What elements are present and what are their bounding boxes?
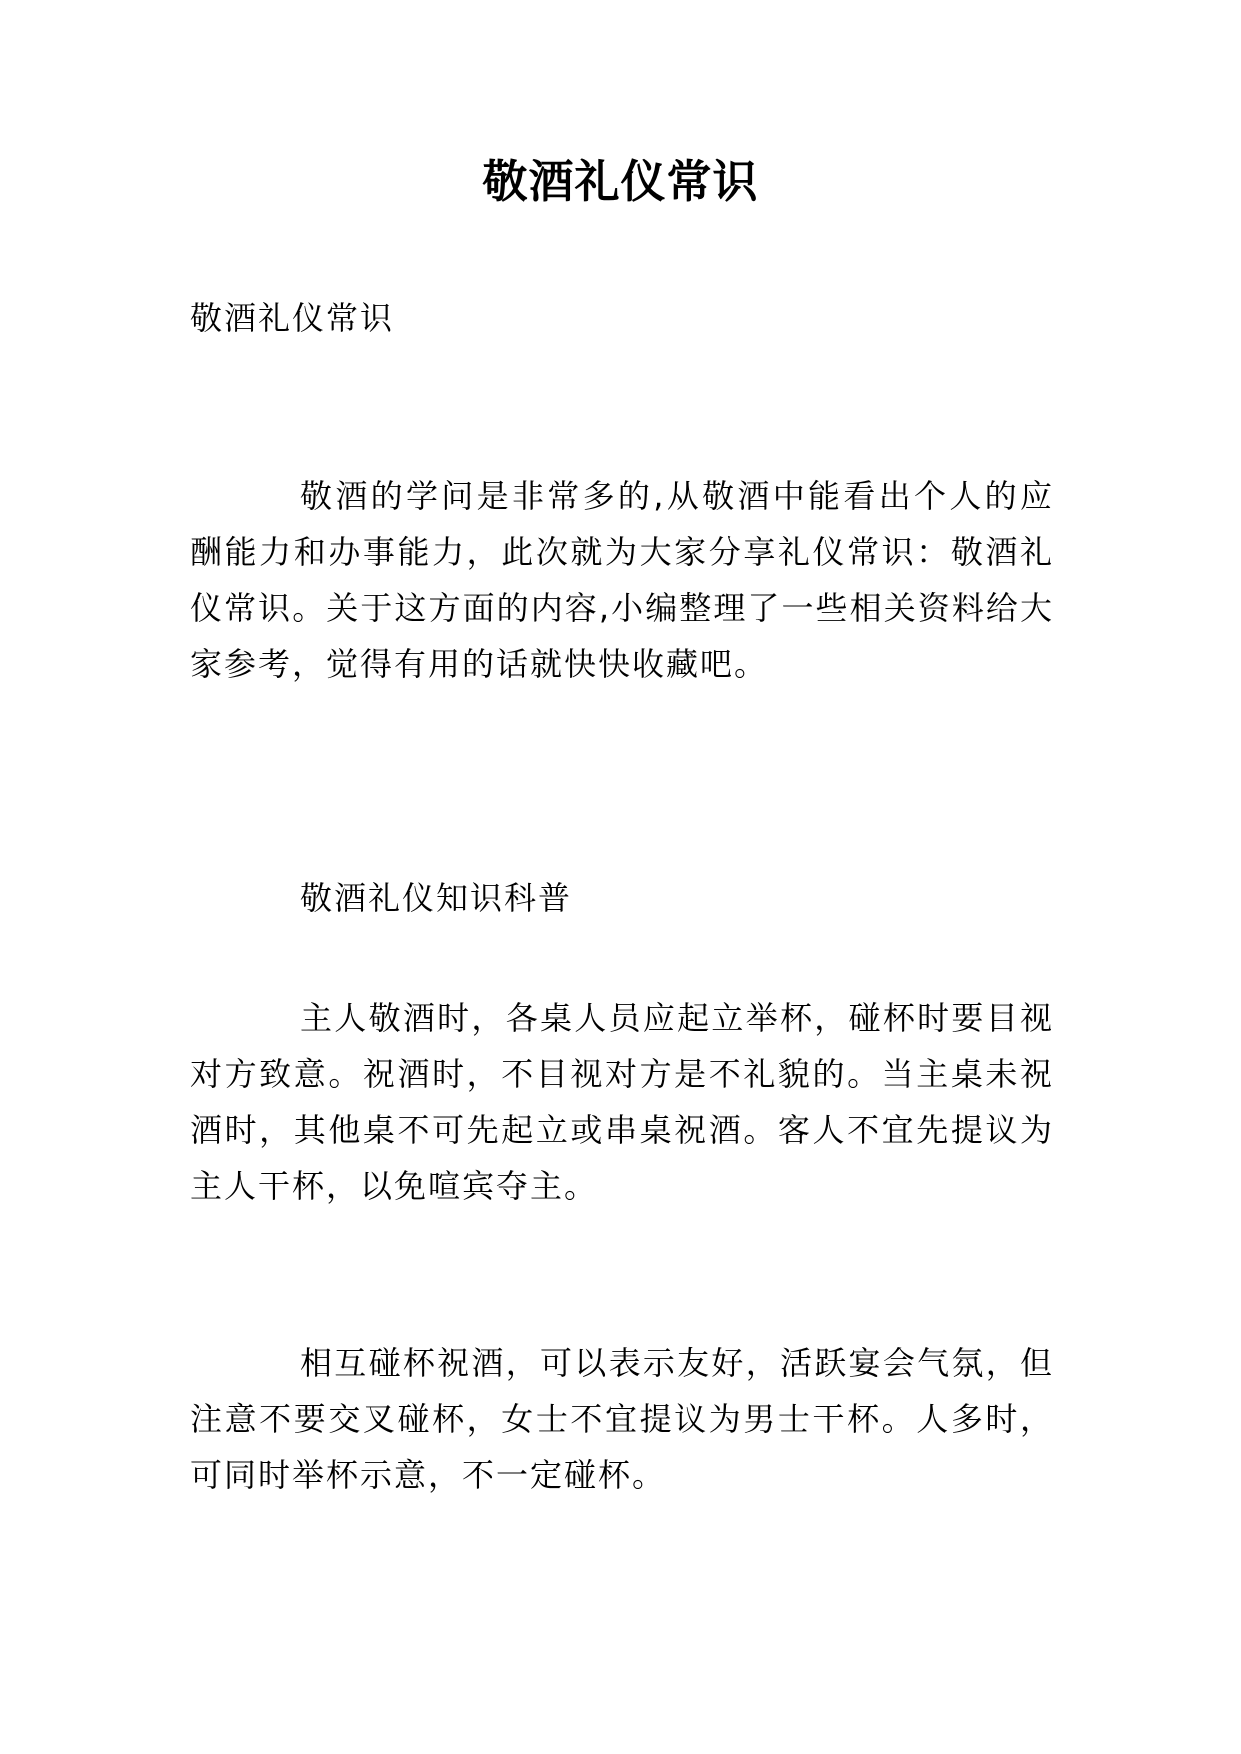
document-subtitle: 敬酒礼仪常识	[190, 299, 395, 337]
section-heading: 敬酒礼仪知识科普	[300, 879, 573, 917]
body-paragraph: 相互碰杯祝酒，可以表示友好，活跃宴会气氛，但注意不要交叉碰杯，女士不宜提议为男士干杯。人多时，可同时举杯示意，不一定碰杯。	[190, 1344, 1054, 1494]
body-paragraph: 主人敬酒时，各桌人员应起立举杯，碰杯时要目视对方致意。祝酒时，不目视对方是不礼貌的。当主桌未祝酒时，其他桌不可先起立或串桌祝酒。客人不宜先提议为主人干杯，以免喧宾夺主。	[190, 999, 1054, 1205]
document-title: 敬酒礼仪常识	[482, 155, 759, 208]
intro-paragraph: 敬酒的学问是非常多的,从敬酒中能看出个人的应酬能力和办事能力，此次就为大家分享礼仪常识：敬酒礼仪常识。关于这方面的内容,小编整理了一些相关资料给大家参考，觉得有用的话就快快收藏吧。	[190, 477, 1054, 683]
